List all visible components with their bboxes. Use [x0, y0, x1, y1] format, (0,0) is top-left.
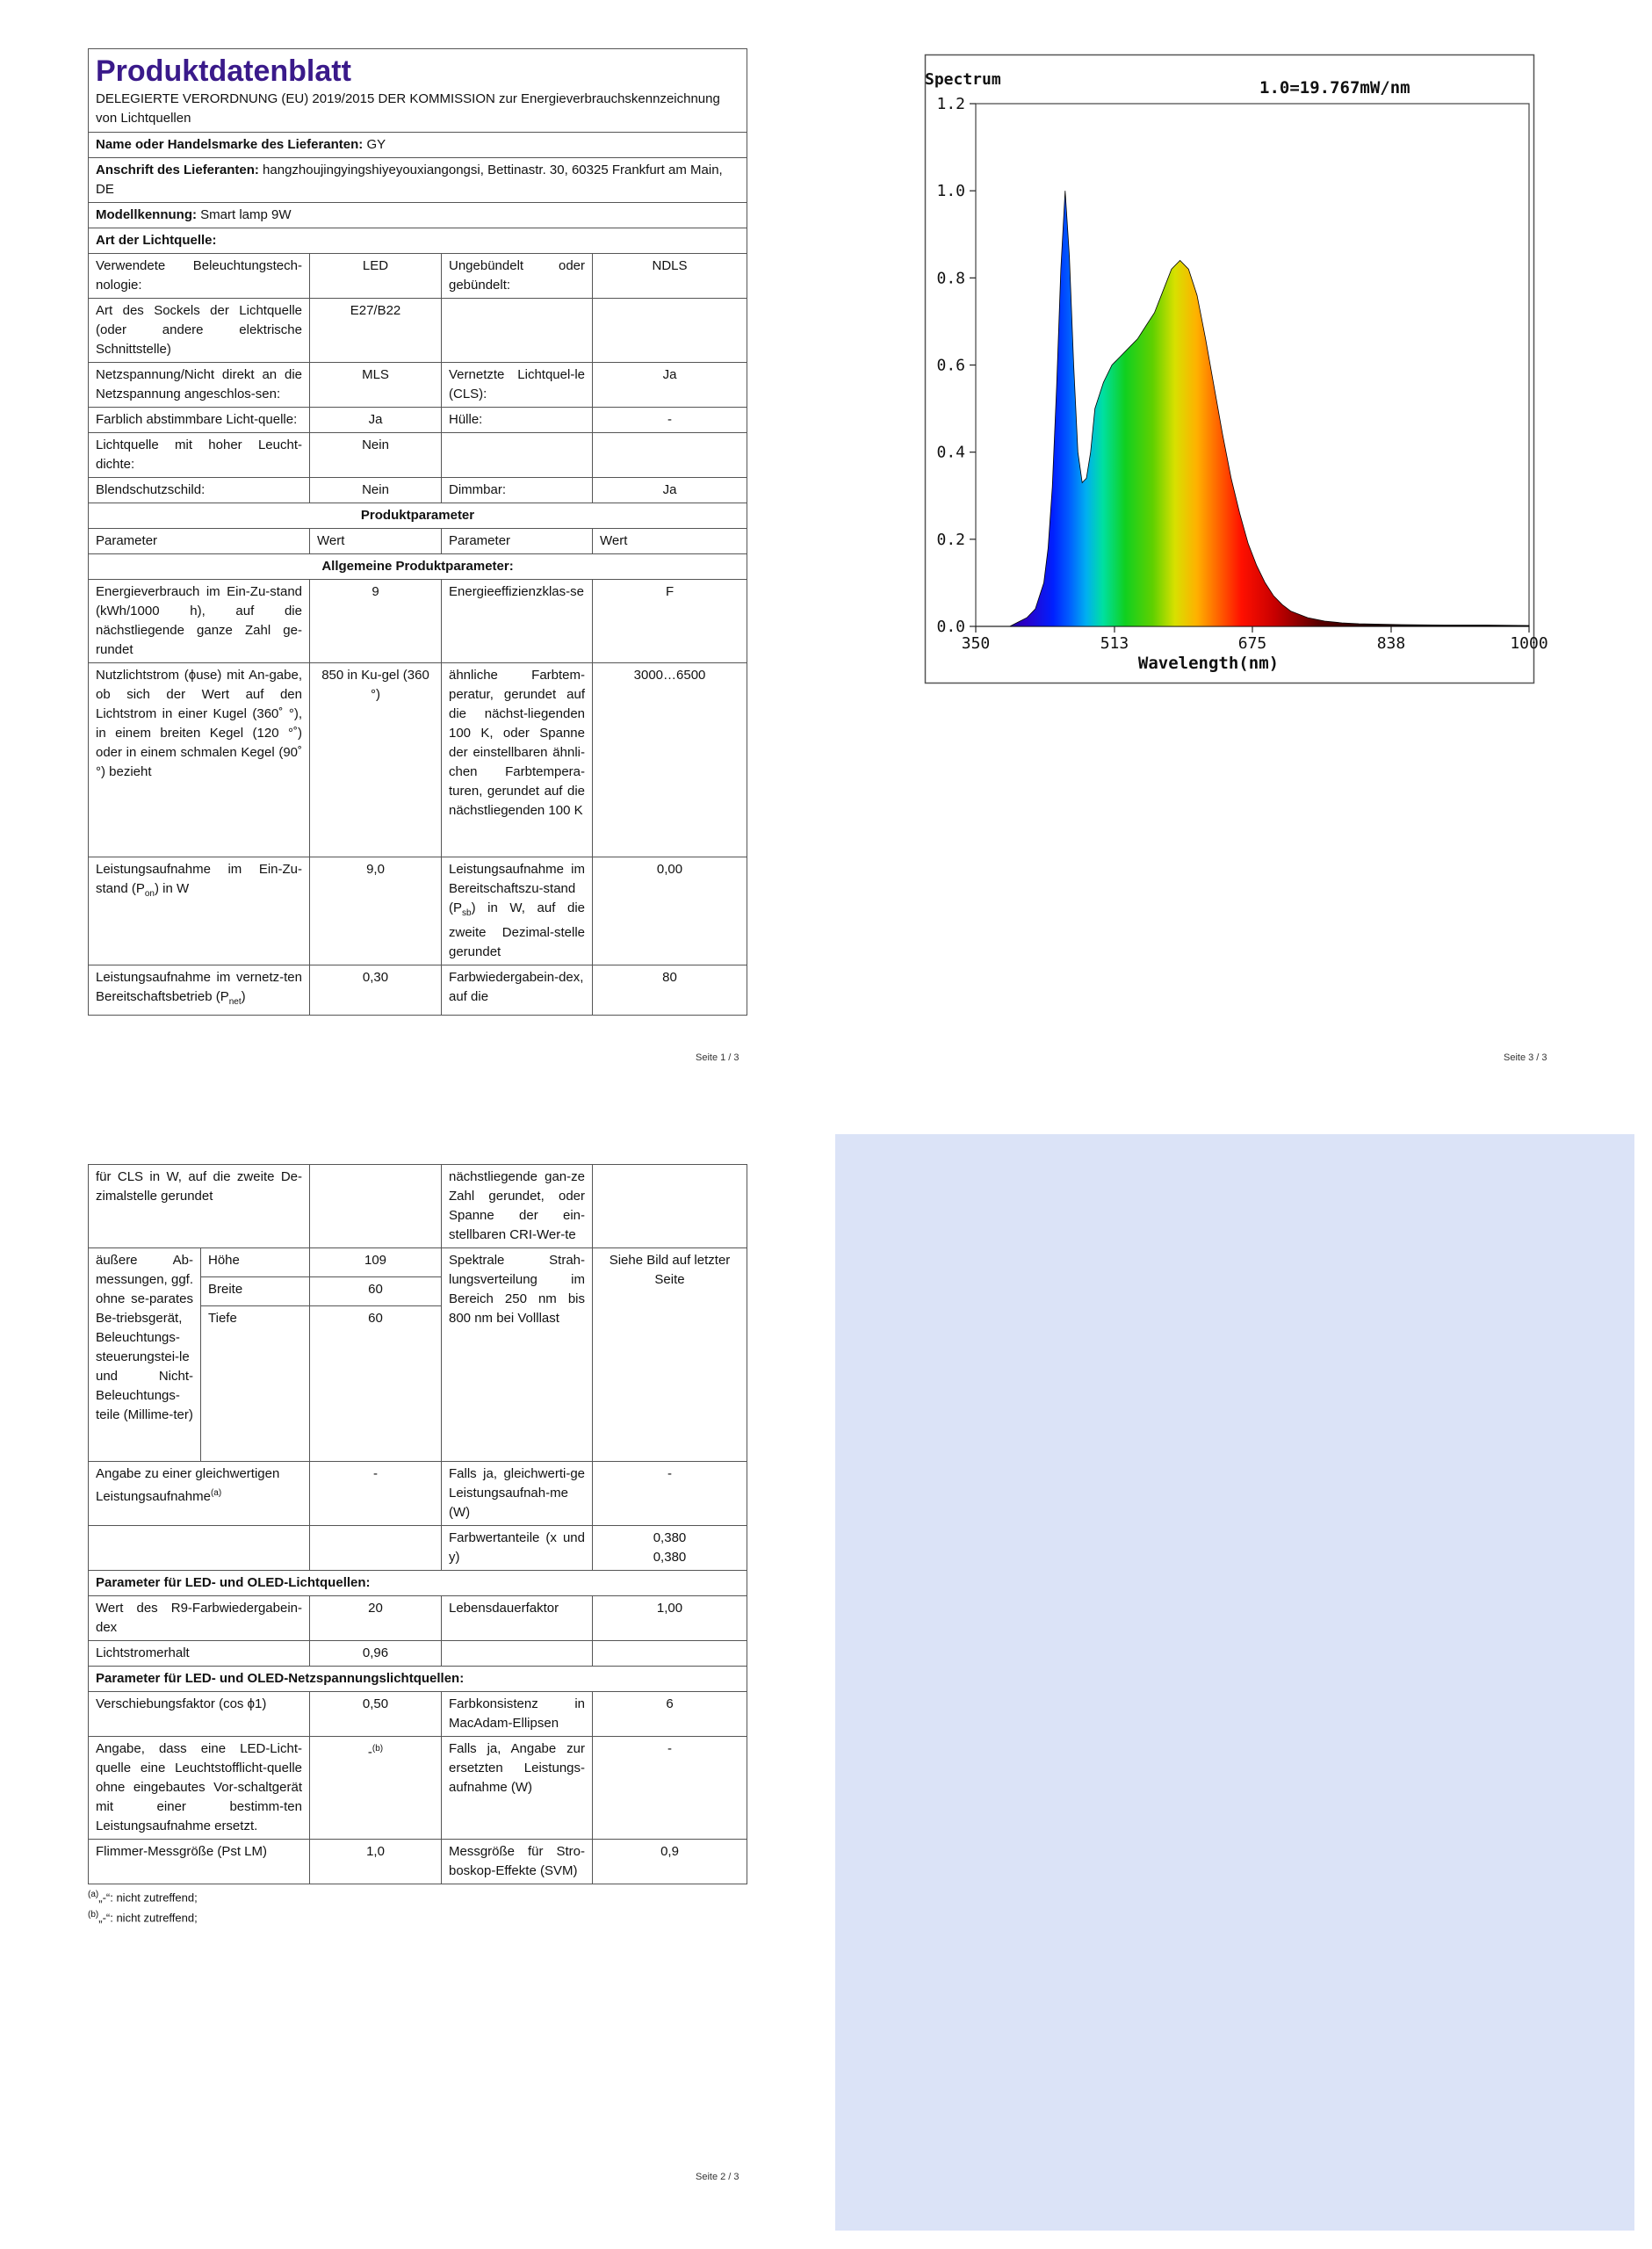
empty-cell	[442, 1641, 593, 1667]
pnet-label-continued: für CLS in W, auf die zweite De-zimalstelle gerundet	[89, 1165, 310, 1248]
datasheet-table-page-1	[88, 48, 747, 1016]
height-label: Höhe	[201, 1248, 310, 1277]
table-row	[89, 1840, 747, 1884]
cct-value: 3000…6500	[593, 663, 747, 857]
supplier-address-value: hangzhoujingyingshiyeyouxiangongsi, Bettinastr. 30, 60325 Frankfurt am Main, DE	[96, 163, 723, 197]
empty-cell	[310, 1165, 442, 1248]
pnet-label: Leistungsaufnahme im vernetz-ten Bereitschaftsbetrieb $(P_{net})$	[89, 965, 310, 1016]
dimensions-label: äußere Ab-messungen, ggf. ohne se-parates Be-triebsgerät, Beleuchtungs-steuerungstei-le und Nicht-Beleuchtungs-teile (Millime-ter)	[89, 1248, 201, 1462]
table-row	[89, 433, 747, 478]
col-header-param: Parameter	[89, 529, 310, 554]
luminous-flux-label: Nutzlichtstrom (ϕuse) mit An-gabe, ob sich der Wert auf den Lichtstrom in einer Kugel (360˚ °), in einem breiten Kegel (120 °˚) oder in einem schmalen Kegel (90˚ °) bezieht	[89, 663, 310, 857]
y-tick-label: 0.2	[936, 530, 965, 549]
x-tick-label: 838	[1376, 634, 1406, 653]
supplier-name-row	[89, 133, 747, 158]
lumen-maintenance-label: Lichtstromerhalt	[89, 1641, 310, 1667]
energy-class-label: Energieeffizienzklas-se	[442, 580, 593, 663]
psb-value: 0,00	[593, 857, 747, 965]
bundled-value: NDLS	[593, 254, 747, 299]
displacement-factor-value: 0,50	[310, 1692, 442, 1737]
col-header-value: Wert	[310, 529, 442, 554]
empty-cell	[310, 1526, 442, 1571]
svm-value: 0,9	[593, 1840, 747, 1884]
regulation-subtitle: DELEGIERTE VERORDNUNG (EU) 2019/2015 DER KOMMISSION zur Energieverbrauchskennzeichnung von Lichtquellen	[96, 91, 720, 126]
envelope-label: Hülle:	[442, 408, 593, 433]
envelope-value: -	[593, 408, 747, 433]
tunable-value: Ja	[310, 408, 442, 433]
energy-label: Energieverbrauch im Ein-Zu-stand (kWh/1000 h), auf die nächstliegende ganze Zahl ge-rundet	[89, 580, 310, 663]
mains-value: MLS	[310, 363, 442, 408]
colour-consistency-label: Farbkonsistenz in MacAdam-Ellipsen	[442, 1692, 593, 1737]
column-header-row	[89, 529, 747, 554]
chart-title: Spectrum	[925, 70, 1001, 89]
table-row	[89, 408, 747, 433]
pon-label: Leistungsaufnahme im Ein-Zu-stand $(P_{on})$ in W	[89, 857, 310, 965]
cri-value: 80	[593, 965, 747, 1016]
energy-class-value: F	[593, 580, 747, 663]
cls-value: Ja	[593, 363, 747, 408]
survival-factor-label: Lebensdauerfaktor	[442, 1596, 593, 1641]
table-row	[89, 1526, 747, 1571]
supplier-name-label: Name oder Handelsmarke des Lieferanten:	[96, 137, 364, 152]
table-row	[89, 1641, 747, 1667]
tunable-label: Farblich abstimmbare Licht-quelle:	[89, 408, 310, 433]
y-tick-label: 0.4	[936, 443, 965, 462]
survival-factor-value: 1,00	[593, 1596, 747, 1641]
table-row	[89, 965, 747, 1016]
datasheet-page-2	[88, 1164, 747, 1927]
x-tick-label: 513	[1100, 634, 1129, 653]
table-row	[89, 1462, 747, 1526]
page-title: Produktdatenblatt	[96, 54, 351, 88]
mains-led-params-heading: Parameter für LED- und OLED-Netzspannungslichtquellen:	[89, 1667, 747, 1692]
pnet-value: 0,30	[310, 965, 442, 1016]
model-label: Modellkennung:	[96, 207, 197, 222]
table-row	[89, 254, 747, 299]
cls-label: Vernetzte Lichtquel-le (CLS):	[442, 363, 593, 408]
x-tick-label: 675	[1237, 634, 1267, 653]
flicker-value: 1,0	[310, 1840, 442, 1884]
depth-value: 60	[310, 1306, 442, 1462]
flicker-label: Flimmer-Messgröße (Pst LM)	[89, 1840, 310, 1884]
table-row	[89, 663, 747, 857]
width-value: 60	[310, 1277, 442, 1306]
page-number-1: Seite 1 / 3	[696, 1052, 739, 1063]
table-row	[89, 857, 747, 965]
table-row	[89, 1596, 747, 1641]
empty-cell	[593, 1165, 747, 1248]
page-number-2: Seite 2 / 3	[696, 2172, 739, 2182]
pon-value: 9,0	[310, 857, 442, 965]
r9-value: 20	[310, 1596, 442, 1641]
chromaticity-label: Farbwertanteile (x und y)	[442, 1526, 593, 1571]
page-number-3: Seite 3 / 3	[1504, 1052, 1547, 1063]
model-value: Smart lamp 9W	[200, 207, 292, 222]
product-params-heading-row	[89, 503, 747, 529]
equivalent-power-value: -	[310, 1462, 442, 1526]
cct-label: ähnliche Farbtem-peratur, gerundet auf die nächst-liegenden 100 K, oder Spanne der einstellbaren ähnli-chen Farbtempera-turen, gerundet auf die nächstliegenden 100 K	[442, 663, 593, 857]
light-source-type-heading-row	[89, 228, 747, 254]
height-value: 109	[310, 1248, 442, 1277]
equivalent-power-label: Angabe zu einer gleichwertigen Leistungsaufnahme$^{(a)}$	[89, 1462, 310, 1526]
table-row	[89, 363, 747, 408]
y-tick-label: 0.6	[936, 356, 965, 375]
blank-page-panel	[835, 1134, 1634, 2231]
y-tick-label: 0.8	[936, 269, 965, 288]
table-row	[89, 1165, 747, 1248]
equivalent-power-2-label: Falls ja, gleichwerti-ge Leistungsaufnah-me (W)	[442, 1462, 593, 1526]
svm-label: Messgröße für Stro-boskop-Effekte (SVM)	[442, 1840, 593, 1884]
header-row	[89, 49, 747, 133]
lumen-maintenance-value: 0,96	[310, 1641, 442, 1667]
y-tick-label: 0.0	[936, 618, 965, 636]
empty-cell	[89, 1526, 310, 1571]
light-source-type-heading: Art der Lichtquelle:	[89, 228, 747, 254]
table-row	[89, 580, 747, 663]
equivalent-power-2-value: -	[593, 1462, 747, 1526]
empty-cell	[593, 299, 747, 363]
colour-consistency-value: 6	[593, 1692, 747, 1737]
dimmable-label: Dimmbar:	[442, 478, 593, 503]
footnote-a: $^{(a)}$„-“: nicht zutreffend;	[88, 1890, 198, 1905]
table-row	[89, 478, 747, 503]
socket-label: Art des Sockels der Lichtquelle (oder andere elektrische Schnittstelle)	[89, 299, 310, 363]
empty-cell	[442, 433, 593, 478]
width-label: Breite	[201, 1277, 310, 1306]
y-tick-label: 1.0	[936, 182, 965, 201]
footnote-b: $^{(b)}$„-“: nicht zutreffend;	[88, 1910, 198, 1925]
table-row	[89, 1248, 747, 1277]
table-row	[89, 299, 747, 363]
psb-label: Leistungsaufnahme im Bereitschaftszu-stand $(P_{sb})$ in W, auf die zweite Dezimal-stelle gerundet	[442, 857, 593, 965]
bundled-label: Ungebündelt oder gebündelt:	[442, 254, 593, 299]
general-params-heading-row	[89, 554, 747, 580]
cri-label: Farbwiedergabein-dex, auf die	[442, 965, 593, 1016]
luminous-flux-value: 850 in Ku-gel (360 °)	[310, 663, 442, 857]
chromaticity-value: 0,380 0,380	[593, 1526, 747, 1571]
mains-label: Netzspannung/Nicht direkt an die Netzspannung angeschlos-sen:	[89, 363, 310, 408]
mains-led-params-heading-row	[89, 1667, 747, 1692]
empty-cell	[442, 299, 593, 363]
r9-label: Wert des R9-Farbwiedergabein-dex	[89, 1596, 310, 1641]
led-params-heading-row	[89, 1571, 747, 1596]
cri-label-continued: nächstliegende gan-ze Zahl gerundet, oder Spanne der ein-stellbaren CRI-Wer-te	[442, 1165, 593, 1248]
technology-value: LED	[310, 254, 442, 299]
energy-value: 9	[310, 580, 442, 663]
replacement-power-value: -	[593, 1737, 747, 1840]
supplier-address-row	[89, 158, 747, 203]
empty-cell	[593, 433, 747, 478]
product-params-heading: Produktparameter	[89, 503, 747, 529]
datasheet-table-page-2	[88, 1164, 747, 1884]
col-header-param-2: Parameter	[442, 529, 593, 554]
replacement-value: -$^{(b)}$	[310, 1737, 442, 1840]
spd-value: Siehe Bild auf letzter Seite	[593, 1248, 747, 1462]
general-params-heading: Allgemeine Produktparameter:	[89, 554, 747, 580]
replacement-power-label: Falls ja, Angabe zur ersetzten Leistungs-aufnahme (W)	[442, 1737, 593, 1840]
supplier-name-value: GY	[366, 137, 386, 152]
high-luminance-value: Nein	[310, 433, 442, 478]
technology-label: Verwendete Beleuchtungstech-nologie:	[89, 254, 310, 299]
replacement-label: Angabe, dass eine LED-Licht-quelle eine Leuchtstofflicht-quelle ohne eingebautes Vor-schaltgerät mit einer bestimm-ten Leistungsaufnahme ersetzt.	[89, 1737, 310, 1840]
spectrum-chart-svg	[925, 51, 1548, 688]
dimmable-value: Ja	[593, 478, 747, 503]
socket-value: E27/B22	[310, 299, 442, 363]
empty-cell	[593, 1641, 747, 1667]
supplier-address-label: Anschrift des Lieferanten:	[96, 163, 259, 177]
antiglare-label: Blendschutzschild:	[89, 478, 310, 503]
y-tick-label: 1.2	[936, 95, 965, 113]
high-luminance-label: Lichtquelle mit hoher Leucht-dichte:	[89, 433, 310, 478]
spectrum-chart	[925, 51, 1548, 688]
led-params-heading: Parameter für LED- und OLED-Lichtquellen:	[89, 1571, 747, 1596]
model-row	[89, 203, 747, 228]
x-tick-label: 350	[961, 634, 991, 653]
chart-scale-annotation: 1.0=19.767mW/nm	[1259, 78, 1410, 98]
table-row	[89, 1737, 747, 1840]
displacement-factor-label: Verschiebungsfaktor (cos ϕ1)	[89, 1692, 310, 1737]
col-header-value-2: Wert	[593, 529, 747, 554]
datasheet-page-1	[88, 48, 747, 1016]
x-tick-label: 1000	[1510, 634, 1548, 653]
x-axis-label: Wavelength(nm)	[1137, 654, 1280, 673]
table-row	[89, 1692, 747, 1737]
depth-label: Tiefe	[201, 1306, 310, 1462]
antiglare-value: Nein	[310, 478, 442, 503]
spd-label: Spektrale Strah-lungsverteilung im Bereich 250 nm bis 800 nm bei Volllast	[442, 1248, 593, 1462]
